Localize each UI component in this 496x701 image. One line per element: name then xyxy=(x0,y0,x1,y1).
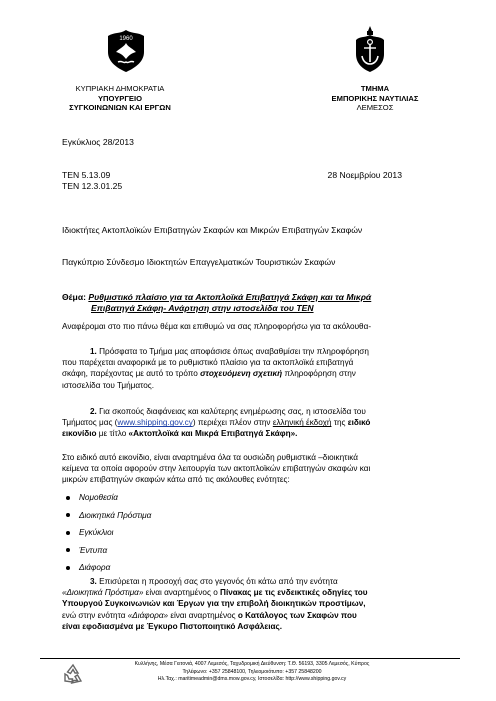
paragraph-3-line1: Στο ειδικό αυτό εικονίδιο, είναι αναρτημένα όλα τα ουσιώδη ρυθμιστικά –διοικητικά xyxy=(62,453,358,462)
misc-section: «Διάφορα» xyxy=(127,610,169,620)
footer-address: Κυλλήνης, Μέσα Γειτονιά, 4007 Λεμεσός, Ταχυδρομική Διεύθυνση: Τ.Θ. 56193, 3305 Λεμεσός, Κύπρος xyxy=(134,661,370,667)
recipient-1: Ιδιοκτήτες Ακτοπλοϊκών Επιβατηγών Σκαφών και Μικρών Επιβατηγών Σκαφών xyxy=(62,225,363,235)
header-right-block xyxy=(300,84,450,113)
bullet-icon xyxy=(66,531,70,535)
letter-date: 28 Νοεμβρίου 2013 xyxy=(327,170,402,180)
paragraph-2 xyxy=(62,406,458,440)
list-item xyxy=(66,507,151,525)
greek-version-text: ελληνική έκδοχή xyxy=(272,418,332,428)
shipping-website-link[interactable]: www.shipping.gov.cy xyxy=(117,418,193,428)
list-item xyxy=(66,542,151,560)
paragraph-2-line1: Για σκοπούς διαφάνειας και καλύτερης ενημέρωσης σας, η ιστοσελίδα του xyxy=(99,407,366,416)
admin-fines-section: «Διοικητικά Πρόστιμα» xyxy=(62,588,144,598)
section-name: Εγκύκλιοι xyxy=(79,528,114,538)
paragraph-2-line2b: ) περιέχει πλέον στην xyxy=(192,418,273,428)
section-name: Έντυπα xyxy=(79,545,108,555)
bullet-icon xyxy=(66,496,70,500)
paragraph-4-line4d: ο Κατάλογος των Σκαφών που xyxy=(237,610,357,620)
header-left-block xyxy=(40,84,200,113)
footer-text xyxy=(92,661,412,684)
paragraph-3-line2: κείμενα τα οποία αφορούν στην λειτουργία των ακτοπλοϊκών επιβατηγών σκαφών και xyxy=(62,464,371,474)
paragraph-4-number: 3. xyxy=(90,577,97,586)
footer-divider xyxy=(40,658,460,659)
subject-block xyxy=(62,292,462,314)
header-right-line3: ΛΕΜΕΣΟΣ xyxy=(356,103,394,113)
cyprus-coat-of-arms-icon xyxy=(102,26,150,74)
paragraph-4-line3: Υπουργού Συγκοινωνιών και Έργων για την επιβολή διοικητικών προστίμων, xyxy=(62,599,366,609)
sections-list xyxy=(66,489,151,577)
paragraph-1-line4: ιστοσελίδα του Τμήματος. xyxy=(62,380,155,390)
reference-1: ΤΕΝ 5.13.09 xyxy=(62,170,111,180)
paragraph-2-number: 2. xyxy=(90,407,97,416)
list-item xyxy=(66,559,151,577)
recipient-2: Παγκύπριο Σύνδεσμο Ιδιοκτητών Επαγγελματικών Τουριστικών Σκαφών xyxy=(62,257,336,267)
header-right-line1: ΤΜΗΜΑ xyxy=(360,84,390,93)
paragraph-1-line3c: πληροφόρηση στην xyxy=(282,369,356,379)
paragraph-2-section-title: «Ακτοπλοϊκά και Μικρά Επιβατηγά Σκάφη». xyxy=(128,429,298,439)
bullet-icon xyxy=(66,548,70,552)
list-item xyxy=(66,489,151,507)
paragraph-2-line3b: με τίτλο xyxy=(96,429,129,439)
paragraph-2-line2a: Τμήματος μας ( xyxy=(62,418,118,428)
section-name: Διάφορα xyxy=(79,563,111,573)
paragraph-2-line2c: της xyxy=(331,418,348,428)
paragraph-4-line2b: είναι αναρτημένος ο xyxy=(143,588,221,598)
footer-phone: Τηλέφωνο: +357 25848100, Τηλεομοιότυπο: +357 25848200 xyxy=(182,668,322,675)
circular-number: Εγκύκλιος 28/2013 xyxy=(62,137,134,147)
bullet-icon xyxy=(66,566,70,570)
subject-title-line1: Ρυθμιστικό πλαίσιο για τα Ακτοπλοϊκά Επιβατηγά Σκάφη και τα Μικρά xyxy=(88,292,372,302)
paragraph-4-line4c: είναι αναρτημένος xyxy=(168,610,238,620)
paragraph-4-line5: είναι εφοδιασμένα με Έγκυρο Πιστοποιητικό Ασφάλειας. xyxy=(62,621,283,631)
header-left-line2: ΥΠΟΥΡΓΕΙΟ xyxy=(97,93,143,103)
paragraph-3-line3: μικρών επιβατηγών σκαφών κάτω από τις ακόλουθες ενότητες: xyxy=(62,475,290,485)
paragraph-1-line2: που παρέχεται αναφορικά με το ρυθμιστικό πλαίσιο για τα ακτοπλοϊκά επιβατηγά xyxy=(62,358,354,368)
subject-title-line2: Επιβατηγά Σκάφη- Ανάρτηση στην ιστοσελίδα του ΤΕΝ xyxy=(91,303,314,313)
paragraph-4-line2c: Πίνακας με τις ενδεικτικές οδηγίες του xyxy=(220,588,368,598)
paragraph-4-line1: Επισύρεται η προσοχή σας στο γεγονός ότι κάτω από την ενότητα xyxy=(99,577,338,586)
footer-contact: Ηλ.Ταχ.: maritimeadmin@dms.mow.gov.cy, Ιστοσελίδα: http://www.shipping.gov.cy xyxy=(157,676,347,683)
section-name: Νομοθεσία xyxy=(79,493,118,503)
recycle-icon xyxy=(60,662,86,688)
header-left-line1: ΚΥΠΡΙΑΚΗ ΔΗΜΟΚΡΑΤΙΑ xyxy=(75,84,165,93)
subject-label: Θέμα: xyxy=(62,292,86,302)
paragraph-2-special: ειδικό xyxy=(347,418,371,428)
bullet-icon xyxy=(66,513,70,517)
paragraph-4-line4a: ενώ στην ενότητα xyxy=(62,610,128,620)
svg-text:1960: 1960 xyxy=(119,36,133,42)
paragraph-1-number: 1. xyxy=(90,347,97,356)
paragraph-2-icon-word: εικονίδιο xyxy=(62,429,97,439)
section-name: Διοικητικά Πρόστιμα xyxy=(79,510,152,520)
paragraph-1-line3a: σκάφη, παρέχοντας με αυτό το τρόπο xyxy=(62,369,201,379)
anchor-emblem-icon xyxy=(348,24,392,76)
paragraph-3 xyxy=(62,452,458,486)
header-right-line2: ΕΜΠΟΡΙΚΗΣ ΝΑΥΤΙΛΙΑΣ xyxy=(331,93,419,103)
header-left-line3: ΣΥΓΚΟΙΝΩΝΙΩΝ ΚΑΙ ΕΡΓΩΝ xyxy=(69,103,171,113)
paragraph-1-line1: Πρόσφατα το Τμήμα μας αποφάσισε όπως αναβαθμίσει την πληροφόρηση xyxy=(99,347,369,356)
paragraph-1-highlight: στοχευόμενη σχετική xyxy=(200,369,283,379)
reference-block xyxy=(62,170,402,192)
reference-2: ΤΕΝ 12.3.01.25 xyxy=(62,181,123,192)
paragraph-1 xyxy=(62,346,458,391)
list-item xyxy=(66,524,151,542)
paragraph-4 xyxy=(62,576,458,632)
intro-paragraph: Αναφέρομαι στο πιο πάνω θέμα και επιθυμώ να σας πληροφορήσω για τα ακόλουθα- xyxy=(62,322,372,331)
